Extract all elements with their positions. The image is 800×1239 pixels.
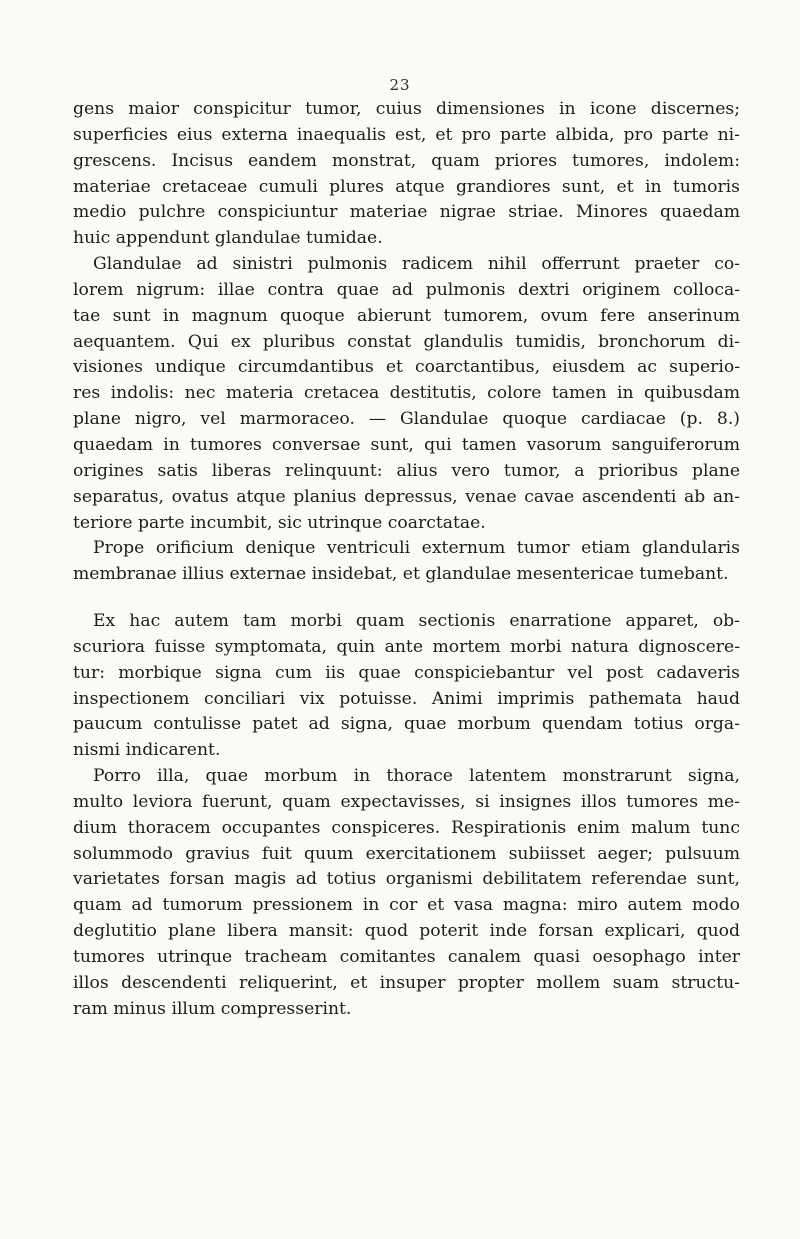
text-line: membranae illius externae insidebat, et glandulae mesentericae tumebant. (73, 564, 729, 585)
text-line: visiones undique circumdantibus et coarctantibus, eiusdem ac superio- (73, 357, 740, 378)
text-line: materiae cretaceae cumuli plures atque grandiores sunt, et in tumoris (73, 176, 740, 197)
body-text (73, 97, 740, 1023)
text-line: gens maior conspicitur tumor, cuius dimensiones in icone discernes; (73, 99, 740, 119)
text-line: dium thoracem occupantes conspiceres. Respirationis enim malum tunc (73, 817, 740, 838)
paragraph (73, 252, 740, 536)
text-line: origines satis liberas relinquunt: alius vero tumor, a prioribus plane (73, 460, 740, 481)
paragraph (73, 609, 740, 764)
paragraph (73, 97, 740, 252)
text-line: medio pulchre conspiciuntur materiae nigrae striae. Minores quaedam (73, 202, 740, 223)
text-line: illos descendenti reliquerint, et insuper propter mollem suam structu- (73, 972, 740, 993)
text-line: varietates forsan magis ad totius organismi debilitatem referendae sunt, (73, 869, 740, 890)
text-line: plane nigro, vel marmoraceo. — Glandulae quoque cardiacae (p. 8.) (73, 409, 740, 430)
text-line: ram minus illum compresserint. (73, 998, 352, 1019)
text-line: inspectionem conciliari vix potuisse. Animi imprimis pathemata haud (73, 688, 740, 709)
text-line: grescens. Incisus eandem monstrat, quam priores tumores, indolem: (73, 150, 740, 171)
text-line: lorem nigrum: illae contra quae ad pulmonis dextri originem colloca- (73, 279, 740, 300)
text-line: nismi indicarent. (73, 740, 221, 761)
text-line: quaedam in tumores conversae sunt, qui tamen vasorum sanguiferorum (73, 434, 740, 455)
text-line: solummodo gravius fuit quum exercitationem subiisset aeger; pulsuum (73, 843, 740, 864)
text-line: separatus, ovatus atque planius depressus, venae cavae ascendenti ab an- (73, 486, 740, 507)
text-line: Porro illa, quae morbum in thorace latentem monstrarunt signa, (93, 766, 740, 787)
text-line: huic appendunt glandulae tumidae. (73, 228, 383, 249)
text-line: superficies eius externa inaequalis est, et pro parte albida, pro parte ni- (73, 124, 740, 145)
text-line: res indolis: nec materia cretacea destitutis, colore tamen in quibusdam (73, 383, 740, 404)
text-line: tae sunt in magnum quoque abierunt tumorem, ovum fere anserinum (73, 305, 740, 326)
text-line: deglutitio plane libera mansit: quod poterit inde forsan explicari, quod (73, 921, 740, 942)
page-number: 23 (389, 76, 411, 94)
text-line: tur: morbique signa cum iis quae conspiciebantur vel post cadaveris (73, 662, 740, 683)
text-line: teriore parte incumbit, sic utrinque coarctatae. (73, 512, 486, 533)
paragraph (73, 764, 740, 1022)
text-line: scuriora fuisse symptomata, quin ante mortem morbi natura dignoscere- (73, 636, 740, 657)
paragraph (73, 536, 740, 588)
text-line: quam ad tumorum pressionem in cor et vasa magna: miro autem modo (73, 895, 740, 916)
text-line: paucum contulisse patet ad signa, quae morbum quendam totius orga- (73, 714, 740, 735)
section-gap (73, 588, 740, 609)
text-line: Prope orificium denique ventriculi externum tumor etiam glandularis (93, 538, 740, 559)
text-line: Ex hac autem tam morbi quam sectionis enarratione apparet, ob- (93, 611, 740, 632)
text-line: tumores utrinque tracheam comitantes canalem quasi oesophago inter (73, 947, 740, 967)
text-line: Glandulae ad sinistri pulmonis radicem nihil offerrunt praeter co- (93, 254, 740, 275)
text-line: multo leviora fuerunt, quam expectavisses, si insignes illos tumores me- (73, 791, 740, 812)
text-line: aequantem. Qui ex pluribus constat glandulis tumidis, bronchorum di- (73, 331, 740, 352)
